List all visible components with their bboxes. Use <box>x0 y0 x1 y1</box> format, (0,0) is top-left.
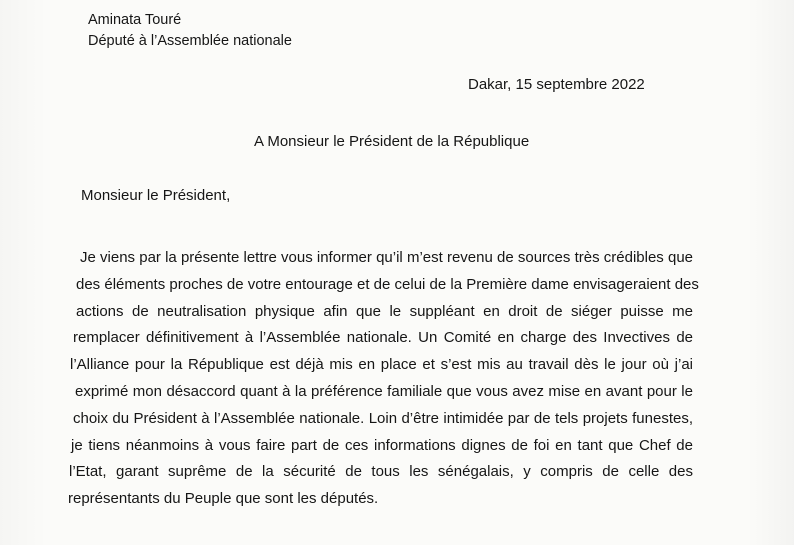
body-line: l’Alliance pour la République est déjà mis en place et s’est mis au travail dès le jour où j’ai <box>70 356 693 374</box>
sender-name: Aminata Touré <box>88 12 182 28</box>
body-line: représentants du Peuple que sont les députés. <box>68 490 379 508</box>
body-line: Je viens par la présente lettre vous informer qu’il m’est revenu de sources très crédibles que <box>80 249 693 266</box>
body-line: des éléments proches de votre entourage et de celui de la Première dame envisageraient des <box>76 275 699 293</box>
body-line: l’Etat, garant suprême de la sécurité de tous les sénégalais, y compris de celle des <box>69 463 693 481</box>
body-line: actions de neutralisation physique afin que le suppléant en droit de siéger puisse me <box>76 302 693 320</box>
salutation: Monsieur le Président, <box>81 187 231 204</box>
letter-body <box>68 245 699 513</box>
body-line: choix du Président à l’Assemblée nationale. Loin d’être intimidée par de tels projets funestes, <box>73 409 693 427</box>
body-line: exprimé mon désaccord quant à la préférence familiale que vous avez mise en avant pour le <box>75 382 693 400</box>
body-line: je tiens néanmoins à vous faire part de ces informations dignes de foi en tant que Chef de <box>71 436 693 454</box>
recipient-line: A Monsieur le Président de la République <box>254 133 530 150</box>
body-line: remplacer définitivement à l’Assemblée nationale. Un Comité en charge des Invectives de <box>73 329 693 347</box>
place-date: Dakar, 15 septembre 2022 <box>468 76 645 93</box>
sender-title: Député à l’Assemblée nationale <box>88 33 292 49</box>
